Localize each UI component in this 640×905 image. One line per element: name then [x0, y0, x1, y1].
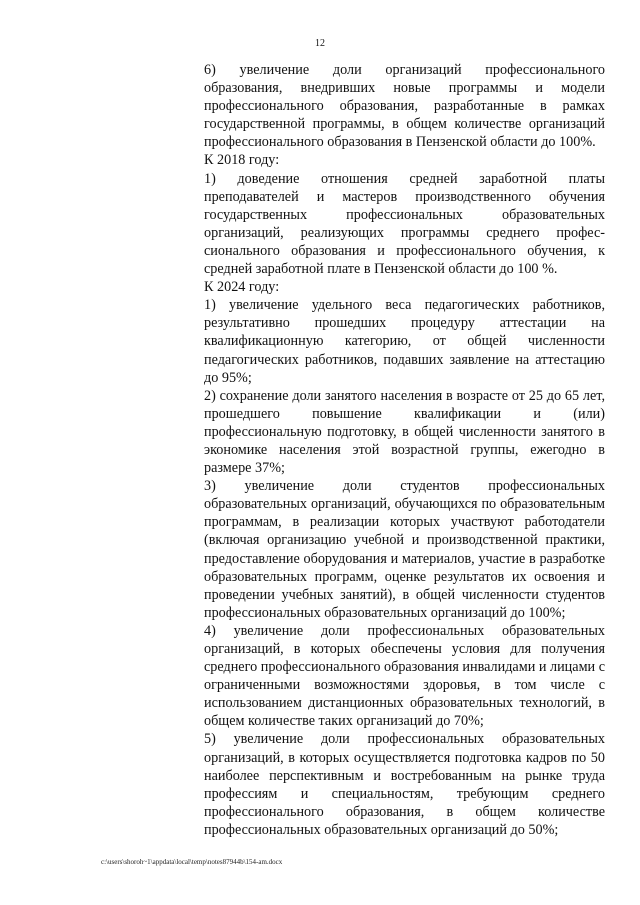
paragraph-2024-disabilities: 4) увеличение доли профессиональных образовательных организаций, в которых обеспечены условия для получения среднего профессионального образования инвалидами и лицами с ограниченными возможностями здоровья, в том числе с использованием дистанционных образовательных технологий, в общем количестве таких организаций до 70%;: [204, 622, 605, 730]
heading-by-2018: К 2018 году:: [204, 152, 280, 169]
document-body: [204, 61, 605, 839]
paragraph-2024-top50: 5) увеличение доли профессиональных образовательных организаций, в которых осуществляется подготовка кадров по 50 наиболее перспективным и востребованным на рынке труда профессиям и специальностям, требующим среднего профессионального образования, в общем количестве профессиональных образовательных организаций до 50%;: [204, 731, 605, 838]
footer-file-path: c:\users\shoroh~1\appdata\local\temp\notes87944b\154-am.docx: [101, 858, 283, 866]
paragraph-2024-employers: 3) увеличение доли студентов профессиональных образовательных организаций, обучающихся по образовательным программам, в реализации которых участвуют работодатели (включая организацию учебной и производственной практики, предоставление оборудования и материалов, участие в разработке образовательных программ, оценке результатов их освоения и проведении учебных занятий), в общей численности студентов профессиональных образовательных организаций до 100%;: [204, 478, 605, 621]
paragraph-2024-attestation: 1) увеличение удельного веса педагогических работников, результативно прошедших процедуру аттестации на квалификационную категорию, от общей численности педагогических работников, подавших заявление на аттестацию до 95%;: [204, 297, 605, 386]
paragraph-goal-6-org-share: 6) увеличение доли организаций профессионального образования, внедривших новые программы и модели профессионального образования, разработанные в рамках государственной программы, в общем количестве организаций профессионального образования в Пензенской области до 100%.: [204, 62, 605, 151]
paragraph-2024-qualification: 2) сохранение доли занятого населения в возрасте от 25 до 65 лет, прошедшего повышение квалификации и (или) профессиональную подготовку, в общей численности занятого в экономике населения этой возрастной группы, ежегодно в размере 37%;: [204, 387, 605, 477]
page-number: 12: [315, 38, 325, 49]
paragraph-2018-salary-ratio: 1) доведение отношения средней заработной платы преподавателей и мастеров производственного обучения государственных профессиональных образовательных организаций, реализующих программы среднего профессионального образования и профессионального обучения, к средней заработной плате в Пензенской области до 100 %.: [204, 170, 605, 278]
heading-by-2024: К 2024 году:: [204, 279, 280, 296]
